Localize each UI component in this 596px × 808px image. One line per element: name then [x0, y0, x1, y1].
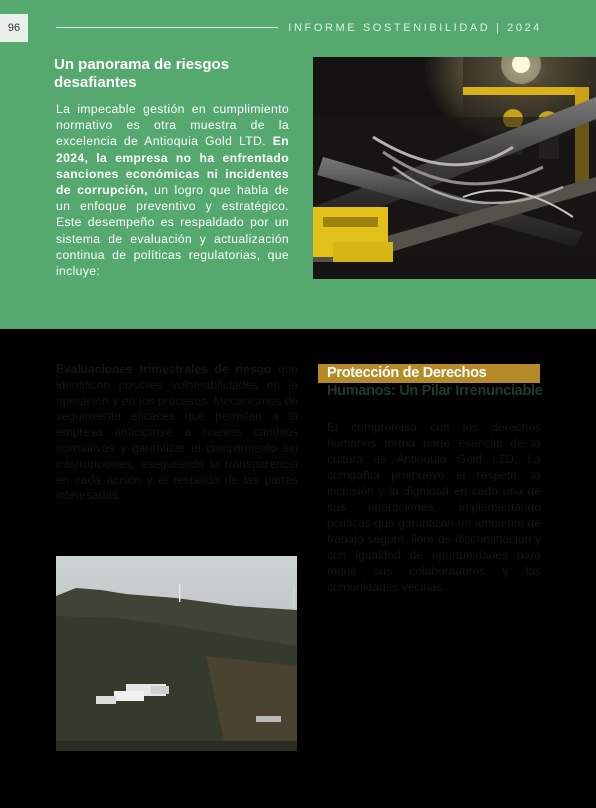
- hillside-photo: [56, 556, 297, 751]
- risk-evaluation-highlight: Evaluaciones trimestrales de riesgo: [56, 362, 272, 376]
- risk-evaluation-text: [56, 362, 298, 504]
- human-rights-heading: [327, 364, 557, 400]
- mining-drill-illustration: [313, 57, 596, 279]
- risks-paragraph-rest: un logro que habla de un enfoque preventivo y estratégico. Este desempeño es respaldado por un sistema de evaluación y actualización continua de políticas regulatorias, que incluye:: [56, 183, 290, 279]
- human-rights-heading-line1: Protección de Derechos: [327, 365, 487, 381]
- human-rights-heading-line2: Humanos: Un Pilar Irrenunciable: [327, 383, 543, 399]
- header-rule: [56, 27, 278, 28]
- mining-drill-photo: [313, 57, 596, 279]
- risks-paragraph-intro: La impecable gestión en cumplimiento normativo es otra muestra de la excelencia de Antioquia Gold LTD.: [56, 102, 289, 149]
- risks-paragraph-highlight: En 2024, la empresa no ha enfrentado sanciones económicas ni incidentes de corrupción,: [56, 134, 289, 198]
- risks-paragraph: [56, 101, 289, 279]
- page-number: 96: [0, 14, 28, 42]
- human-rights-text: El compromiso con los derechos humanos forma parte esencial de la cultura de Antioquia Gold LTD. La compañía promueve el respeto, la inclusión y la dignidad en cada una de sus operaciones, implementando políticas que garantizan un ambiente de trabajo seguro, libre de discriminación y con igualdad de oportunidades para todos sus colaboradores y las comunidades vecinas.: [327, 420, 541, 594]
- report-title: INFORME SOSTENIBILIDAD | 2024: [288, 22, 542, 34]
- section-heading-risks: Un panorama de riesgos desafiantes: [54, 56, 230, 91]
- risk-evaluation-body: que identifican posibles vulnerabilidades en la operación y en los procesos. Mecanismos de seguimiento eficaces que permiten a la empresa anticiparse a nuevos cambios normativos y garantizar el cumplimiento sin interrupciones, asegurando la transparencia en cada acción y el respaldo de las partes interesadas.: [56, 362, 298, 503]
- hillside-illustration: [56, 556, 297, 751]
